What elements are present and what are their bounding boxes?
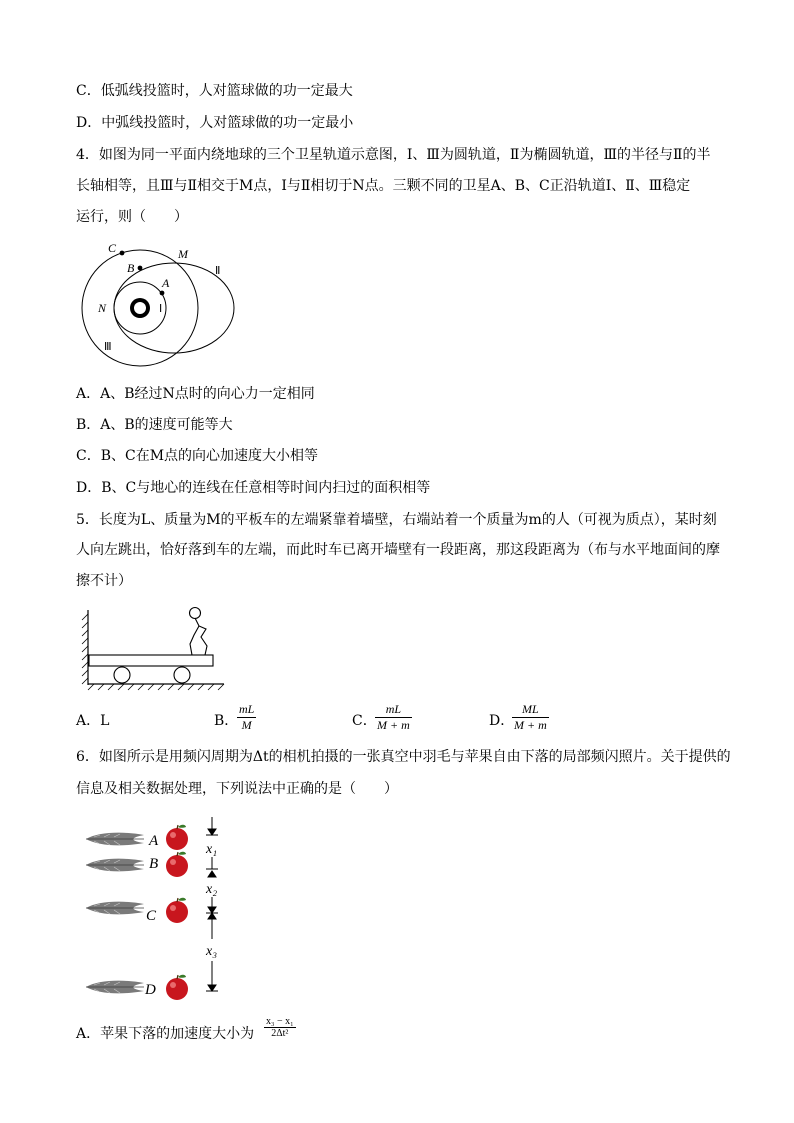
label-m: M <box>178 247 188 261</box>
q4-option-a: A．A、B经过N点时的向心力一定相同 <box>76 386 315 402</box>
q5-stem-line-3: 擦不计） <box>76 573 132 589</box>
label-b: B <box>149 856 159 872</box>
apple-a <box>166 825 188 850</box>
person <box>190 608 208 656</box>
strobe-photo-diagram <box>80 815 240 1005</box>
label-c: C <box>146 908 157 924</box>
q4-option-d: D．B、C与地心的连线在任意相等时间内扫过的面积相等 <box>76 480 431 496</box>
label-c: C <box>108 241 117 255</box>
q5-option-c-fraction: mL M + m <box>377 702 410 732</box>
apple-c <box>166 898 188 923</box>
label-x3: x₃ <box>206 944 218 959</box>
q6-option-a: A．苹果下落的加速度大小为 <box>76 1026 255 1042</box>
label-iii: Ⅲ <box>104 341 112 353</box>
q4-stem-line-2: 长轴相等，且Ⅲ与Ⅱ相交于M点，Ⅰ与Ⅱ相切于N点。三颗不同的卫星A、B、C正沿轨道Ⅰ、Ⅱ、Ⅲ稳定 <box>76 178 691 194</box>
label-x1: x₁ <box>206 842 218 857</box>
label-n: N <box>98 301 107 315</box>
q5-stem-line-1: 5．长度为L、质量为M的平板车的左端紧靠着墙壁，右端站着一个质量为m的人（可视为质点），某时刻 <box>76 512 717 528</box>
satellite-a <box>160 291 165 296</box>
q4-stem-line-1: 4．如图为同一平面内绕地球的三个卫星轨道示意图，Ⅰ、Ⅲ为圆轨道，Ⅱ为椭圆轨道，Ⅲ的半径与Ⅱ的半 <box>76 147 711 163</box>
q6-stem-line-1: 6．如图所示是用频闪周期为Δt的相机拍摄的一张真空中羽毛与苹果自由下落的局部频闪照片。关于提供的 <box>76 749 731 765</box>
q3-option-d: D．中弧线投篮时，人对篮球做的功一定最小 <box>76 115 354 131</box>
label-a: A <box>149 833 159 849</box>
q5-option-b-fraction: mL M <box>239 702 255 732</box>
label-b: B <box>127 261 135 275</box>
q4-option-c: C．B、C在M点的向心加速度大小相等 <box>76 448 319 464</box>
feather-d <box>86 981 144 994</box>
q5-option-b-label: B． <box>214 713 239 729</box>
q5-stem-line-2: 人向左跳出，恰好落到车的左端，而此时车已离开墙壁有一段距离，那这段距离为（布与水平地面间的摩 <box>76 542 720 558</box>
feather-c <box>86 902 144 915</box>
q6-option-a-fraction: x₃ − x₁ 2Δt² <box>266 1016 294 1039</box>
q4-stem-line-3: 运行，则（ ） <box>76 209 188 225</box>
label-x2: x₂ <box>206 882 218 897</box>
q5-option-a: A．L <box>76 713 110 729</box>
cart-wall-diagram <box>74 600 234 695</box>
q5-option-d-label: D． <box>489 713 515 729</box>
cart-board <box>89 655 213 666</box>
q3-option-c: C．低弧线投篮时，人对篮球做的功一定最大 <box>76 83 353 99</box>
wheel-right <box>174 667 190 683</box>
q5-option-d-fraction: ML M + m <box>514 702 547 732</box>
q5-option-c-label: C． <box>352 713 377 729</box>
label-d: D <box>145 982 156 998</box>
apple-b <box>166 852 188 877</box>
label-ii: Ⅱ <box>215 265 221 277</box>
orbit-diagram <box>70 238 250 368</box>
label-a: A <box>162 276 170 290</box>
satellite-b <box>138 266 143 271</box>
apple-d <box>166 975 188 1000</box>
q4-option-b: B．A、B的速度可能等大 <box>76 417 233 433</box>
label-i: Ⅰ <box>159 303 163 315</box>
feather-b <box>86 859 144 872</box>
q6-stem-line-2: 信息及相关数据处理，下列说法中正确的是（ ） <box>76 781 398 797</box>
satellite-c <box>120 251 125 256</box>
feather-a <box>86 833 144 846</box>
wheel-left <box>114 667 130 683</box>
